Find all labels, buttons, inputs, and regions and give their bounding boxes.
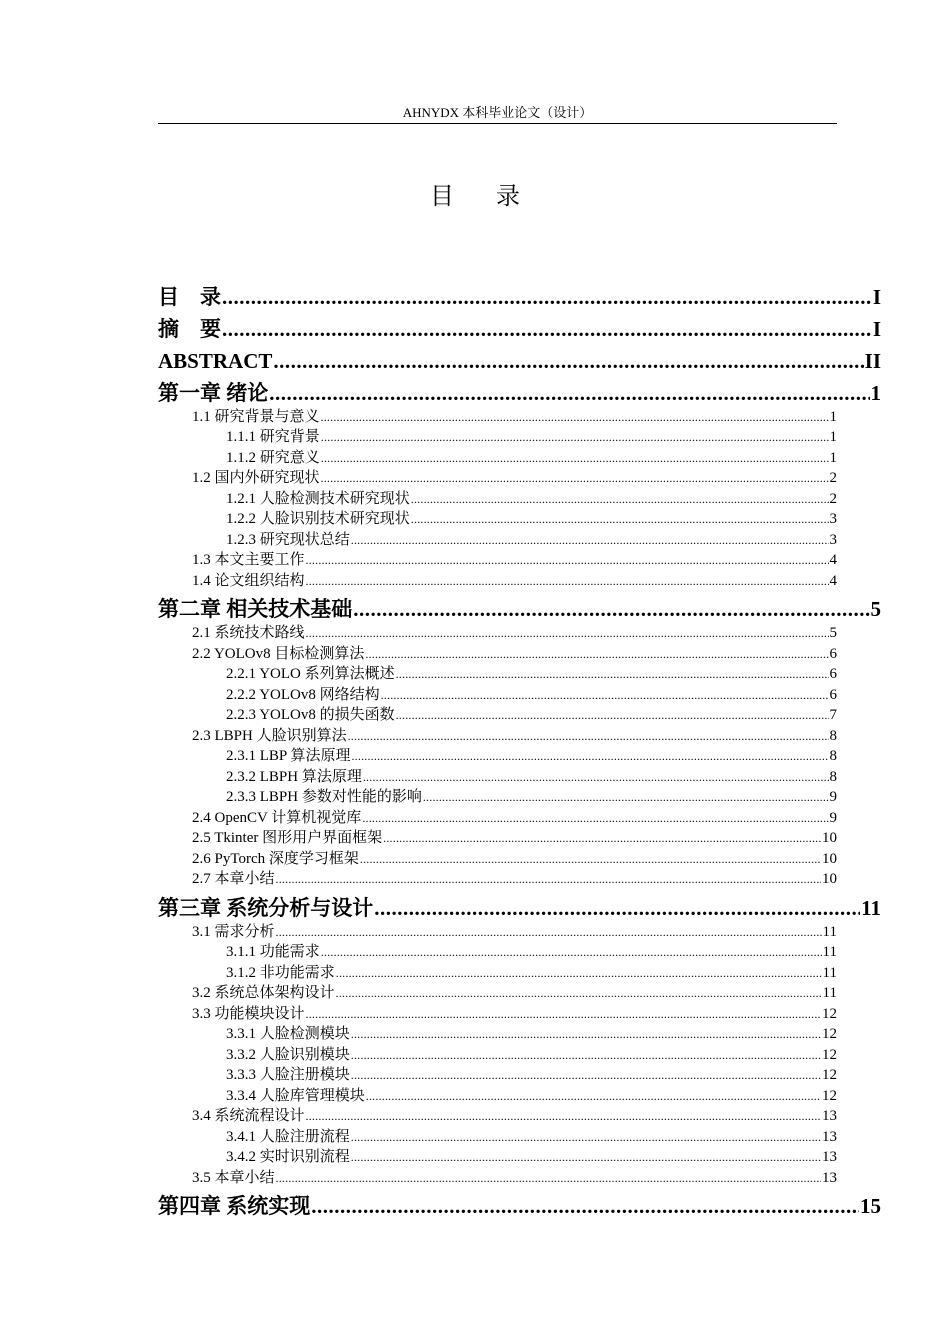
toc-entry-label: 1.3 本文主要工作 (192, 552, 305, 568)
toc-entry-label: 3.2 系统总体架构设计 (192, 985, 335, 1001)
toc-section-entry[interactable] (192, 550, 837, 570)
toc-entry-label: 1.1.2 研究意义 (226, 450, 320, 466)
toc-section-entry[interactable] (226, 1024, 837, 1044)
toc-section-entry[interactable] (226, 767, 837, 787)
toc-page-number: 12 (822, 1006, 837, 1022)
toc-entry-label: 2.2.1 YOLO 系列算法概述 (226, 666, 395, 682)
toc-dot-leader (321, 448, 829, 468)
toc-entry-label: 3.3.3 人脸注册模块 (226, 1067, 350, 1083)
toc-page-number: 11 (822, 965, 837, 981)
toc-page-number: 12 (822, 1088, 837, 1104)
toc-chapter-entry[interactable] (158, 347, 881, 375)
toc-dot-leader (336, 963, 822, 983)
toc-dot-leader (222, 283, 872, 311)
toc-chapter-entry[interactable] (158, 894, 881, 922)
toc-dot-leader (276, 922, 822, 942)
toc-section-entry[interactable] (226, 509, 837, 529)
toc-entry-label: 2.3.2 LBPH 算法原理 (226, 769, 362, 785)
toc-chapter-entry[interactable] (158, 379, 881, 407)
toc-entry-label: 3.5 本章小结 (192, 1170, 275, 1186)
toc-page-number: 1 (829, 429, 837, 445)
toc-dot-leader (321, 942, 822, 962)
toc-page-number: 1 (870, 381, 881, 405)
toc-page-number: 6 (829, 666, 837, 682)
toc-entry-label: 3.4 系统流程设计 (192, 1108, 305, 1124)
toc-entry-label: 2.4 OpenCV 计算机视觉库 (192, 810, 362, 826)
toc-section-entry[interactable] (192, 1106, 837, 1126)
toc-chapter-entry[interactable] (158, 283, 881, 311)
toc-page-number: 12 (822, 1067, 837, 1083)
toc-dot-leader (351, 1045, 821, 1065)
toc-page-number: 11 (822, 944, 837, 960)
toc-page-number: 10 (822, 851, 837, 867)
toc-entry-label: 3.1 需求分析 (192, 924, 275, 940)
toc-dot-leader (222, 315, 872, 343)
toc-dot-leader (351, 1147, 821, 1167)
toc-entry-label: 1.4 论文组织结构 (192, 573, 305, 589)
toc-dot-leader (396, 705, 829, 725)
toc-dot-leader (411, 489, 829, 509)
toc-section-entry[interactable] (192, 922, 837, 942)
toc-page-number: 4 (829, 552, 837, 568)
toc-dot-leader (351, 1065, 821, 1085)
toc-entry-label: 3.3.1 人脸检测模块 (226, 1026, 350, 1042)
toc-section-entry[interactable] (192, 644, 837, 664)
toc-page-number: 11 (822, 985, 837, 1001)
toc-page-number: 6 (829, 687, 837, 703)
toc-section-entry[interactable] (192, 869, 837, 889)
toc-page-number: 13 (822, 1108, 837, 1124)
toc-dot-leader (351, 746, 828, 766)
toc-dot-leader (306, 1106, 821, 1126)
toc-section-entry[interactable] (226, 1147, 837, 1167)
toc-section-entry[interactable] (226, 1065, 837, 1085)
toc-entry-label: 3.3 功能模块设计 (192, 1006, 305, 1022)
toc-dot-leader (396, 664, 829, 684)
toc-page-number: 9 (829, 810, 837, 826)
toc-dot-leader (411, 509, 829, 529)
toc-section-entry[interactable] (226, 448, 837, 468)
running-header: AHNYDX 本科毕业论文（设计） (402, 105, 593, 120)
toc-dot-leader (351, 530, 829, 550)
header-rule (158, 123, 837, 124)
toc-chapter-entry[interactable] (158, 1192, 881, 1220)
toc-page-number: 8 (829, 728, 837, 744)
toc-page-number: 3 (829, 532, 837, 548)
toc-chapter-entry[interactable] (158, 595, 881, 623)
toc-entry-label: 2.5 Tkinter 图形用户界面框架 (192, 830, 383, 846)
toc-section-entry[interactable] (192, 407, 837, 427)
toc-entry-label: 摘 要 (158, 317, 221, 341)
toc-chapter-entry[interactable] (158, 315, 881, 343)
toc-entry-label: 2.2 YOLOv8 目标检测算法 (192, 646, 365, 662)
toc-section-entry[interactable] (192, 828, 837, 848)
toc-page-number: 11 (861, 896, 881, 920)
toc-entry-label: 1.1.1 研究背景 (226, 429, 320, 445)
toc-entry-label: 目 录 (158, 285, 221, 309)
toc-entry-label: 2.1 系统技术路线 (192, 625, 305, 641)
toc-section-entry[interactable] (192, 983, 837, 1003)
toc-entry-label: 3.1.2 非功能需求 (226, 965, 335, 981)
toc-dot-leader (321, 427, 829, 447)
toc-dot-leader (348, 726, 829, 746)
toc-section-entry[interactable] (226, 963, 837, 983)
toc-dot-leader (365, 644, 828, 664)
toc-entry-label: 3.3.4 人脸库管理模块 (226, 1088, 365, 1104)
toc-dot-leader (306, 623, 829, 643)
toc-section-entry[interactable] (226, 1127, 837, 1147)
toc-entry-label: 1.1 研究背景与意义 (192, 409, 320, 425)
toc-entry-label: 2.2.3 YOLOv8 的损失函数 (226, 707, 395, 723)
toc-page-number: I (872, 285, 881, 309)
toc-section-entry[interactable] (226, 1045, 837, 1065)
toc-page-number: 3 (829, 511, 837, 527)
toc-page-number: 13 (822, 1170, 837, 1186)
toc-section-entry[interactable] (192, 468, 837, 488)
toc-dot-leader (273, 347, 863, 375)
toc-page-number: 1 (829, 450, 837, 466)
toc-entry-label: 1.2.2 人脸识别技术研究现状 (226, 511, 410, 527)
toc-page-number: 15 (860, 1194, 881, 1218)
toc-dot-leader (276, 869, 821, 889)
toc-page-number: 12 (822, 1047, 837, 1063)
toc-section-entry[interactable] (226, 664, 837, 684)
toc-page-number: 2 (829, 470, 837, 486)
toc-entry-label: 3.4.1 人脸注册流程 (226, 1129, 350, 1145)
toc-dot-leader (360, 849, 821, 869)
toc-dot-leader (311, 1192, 859, 1220)
toc-entry-label: 2.7 本章小结 (192, 871, 275, 887)
toc-dot-leader (381, 685, 829, 705)
toc-dot-leader (321, 468, 829, 488)
toc-dot-leader (321, 407, 829, 427)
toc-dot-leader (423, 787, 829, 807)
toc-dot-leader (306, 1004, 821, 1024)
toc-entry-label: 2.2.2 YOLOv8 网络结构 (226, 687, 380, 703)
toc-section-entry[interactable] (192, 623, 837, 643)
toc-entry-label: 2.6 PyTorch 深度学习框架 (192, 851, 359, 867)
toc-section-entry[interactable] (226, 530, 837, 550)
toc-dot-leader (276, 1168, 821, 1188)
toc-dot-leader (306, 571, 829, 591)
toc-section-entry[interactable] (192, 571, 837, 591)
toc-dot-leader (374, 894, 860, 922)
toc-section-entry[interactable] (192, 1168, 837, 1188)
toc-page-number: 5 (829, 625, 837, 641)
toc-page-number: 11 (822, 924, 837, 940)
toc-dot-leader (336, 983, 822, 1003)
toc-entry-label: 2.3.1 LBP 算法原理 (226, 748, 351, 764)
toc-section-entry[interactable] (226, 787, 837, 807)
toc-section-entry[interactable] (226, 705, 837, 725)
toc-section-entry[interactable] (226, 427, 837, 447)
toc-page-number: 8 (829, 748, 837, 764)
toc-page-number: 13 (822, 1149, 837, 1165)
toc-page-number: II (864, 349, 881, 373)
toc-page-number: 10 (822, 830, 837, 846)
toc-page-number: 2 (829, 491, 837, 507)
toc-page-number: 8 (829, 769, 837, 785)
toc-dot-leader (362, 808, 828, 828)
toc-entry-label: 第四章 系统实现 (158, 1194, 311, 1218)
toc-dot-leader (306, 550, 829, 570)
toc-page-number: 13 (822, 1129, 837, 1145)
toc-page-number: 10 (822, 871, 837, 887)
toc-dot-leader (269, 379, 869, 407)
toc-page-number: I (872, 317, 881, 341)
toc-entry-label: 2.3 LBPH 人脸识别算法 (192, 728, 347, 744)
toc-page-number: 9 (829, 789, 837, 805)
toc-dot-leader (383, 828, 821, 848)
toc-section-entry[interactable] (192, 726, 837, 746)
toc-dot-leader (363, 767, 829, 787)
toc-page-number: 12 (822, 1026, 837, 1042)
toc-entry-label: 第二章 相关技术基础 (158, 597, 353, 621)
toc-section-entry[interactable] (226, 685, 837, 705)
toc-section-entry[interactable] (192, 808, 837, 828)
toc-section-entry[interactable] (226, 489, 837, 509)
toc-entry-label: 第一章 绪论 (158, 381, 269, 405)
toc-dot-leader (353, 595, 869, 623)
toc-page-number: 7 (829, 707, 837, 723)
toc-entry-label: 2.3.3 LBPH 参数对性能的影响 (226, 789, 422, 805)
toc-section-entry[interactable] (192, 849, 837, 869)
toc-section-entry[interactable] (226, 746, 837, 766)
toc-entry-label: 3.4.2 实时识别流程 (226, 1149, 350, 1165)
toc-page-number: 4 (829, 573, 837, 589)
toc-entry-label: ABSTRACT (158, 349, 273, 373)
toc-entry-label: 3.1.1 功能需求 (226, 944, 320, 960)
toc-dot-leader (366, 1086, 821, 1106)
toc-page-number: 5 (870, 597, 881, 621)
toc-section-entry[interactable] (192, 1004, 837, 1024)
toc-entry-label: 1.2.1 人脸检测技术研究现状 (226, 491, 410, 507)
toc-entry-label: 第三章 系统分析与设计 (158, 896, 374, 920)
toc-page-number: 6 (829, 646, 837, 662)
toc-page-number: 1 (829, 409, 837, 425)
toc-entry-label: 3.3.2 人脸识别模块 (226, 1047, 350, 1063)
toc-entry-label: 1.2.3 研究现状总结 (226, 532, 350, 548)
toc-section-entry[interactable] (226, 1086, 837, 1106)
page-title: 目 录 (430, 184, 538, 210)
toc-dot-leader (351, 1127, 821, 1147)
toc-section-entry[interactable] (226, 942, 837, 962)
toc-dot-leader (351, 1024, 821, 1044)
toc-entry-label: 1.2 国内外研究现状 (192, 470, 320, 486)
